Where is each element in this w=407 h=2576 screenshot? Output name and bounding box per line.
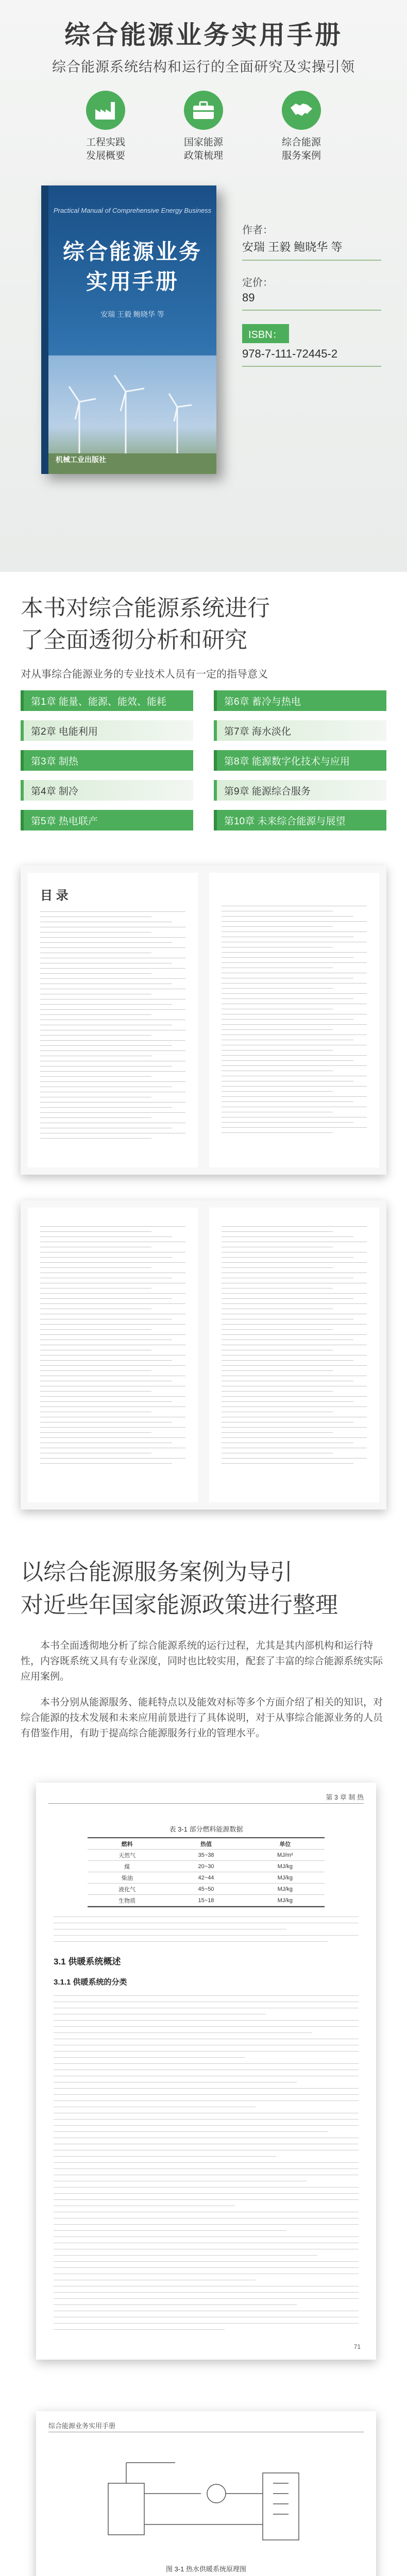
chapter-item: 第5章 热电联产 [21, 810, 193, 831]
page-header: 第 3 章 制 热 [326, 1793, 364, 1801]
book-cover-landscape [48, 355, 216, 474]
price-value: 89 [242, 291, 381, 311]
table-cell: 柴油 [121, 1875, 133, 1882]
section1-note: 对从事综合能源业务的专业技术人员有一定的指导意义 [21, 669, 268, 680]
author-label: 作者： [242, 225, 273, 236]
author-value: 安瑞 王毅 鲍晓华 等 [242, 239, 381, 261]
feature-label: 综合能源 [281, 137, 321, 148]
book-cover [41, 185, 216, 474]
feature-label: 发展概要 [86, 150, 125, 161]
section1-title-line: 本书对综合能源系统进行 [21, 596, 270, 621]
handshake-icon [282, 91, 321, 130]
table-caption: 表 3-1 部分燃料能源数据 [169, 1825, 243, 1833]
toc-spread [21, 866, 386, 1175]
section2-paragraph: 本书全面透彻地分析了综合能源系统的运行过程，尤其是其内部机构和运行特性，内容既系统又具有专业深度，同时也比较实用，配套了丰富的综合能源系统实际应用案例。 [21, 1640, 383, 1682]
table-cell: 15~18 [198, 1897, 214, 1904]
book-title-line: 实用手册 [86, 269, 179, 294]
book-authors: 安瑞 王毅 鲍晓华 等 [100, 310, 164, 318]
chapter-item: 第9章 能源综合服务 [214, 780, 386, 801]
feature-item [67, 91, 144, 178]
table-cell: 液化气 [118, 1886, 136, 1893]
table-row [88, 1861, 325, 1872]
table-cell: 天然气 [118, 1852, 136, 1859]
feature-label: 服务案例 [281, 150, 321, 161]
isbn-value: 978-7-111-72445-2 [242, 347, 381, 367]
table-cell: 生物质 [118, 1897, 136, 1904]
table-cell: MJ/kg [277, 1874, 293, 1881]
chapter-item: 第3章 制热 [21, 750, 193, 771]
data-table [88, 1837, 325, 1907]
table-cell: MJ/kg [277, 1897, 293, 1904]
book-title-line: 综合能源业务 [62, 240, 202, 264]
section1-title-line: 了全面透彻分析和研究 [21, 628, 247, 653]
page-header: 综合能源业务实用手册 [48, 2422, 116, 2430]
toc-page [209, 1208, 379, 1502]
section-heading: 3.1 供暖系统概述 [54, 1957, 121, 1967]
page-number: 71 [353, 2343, 361, 2350]
figure-caption: 图 3-1 热水供暖系统原理图 [165, 2565, 246, 2573]
chapter-item: 第10章 未来综合能源与展望 [214, 810, 386, 831]
table-cell: 35~38 [198, 1852, 214, 1858]
table-cell: MJ/kg [277, 1886, 293, 1892]
chapter-item: 第4章 制冷 [21, 780, 193, 801]
table-cell: MJ/m³ [277, 1852, 293, 1858]
section2-title-line: 对近些年国家能源政策进行整理 [21, 1592, 338, 1618]
subsection-heading: 3.1.1 供暖系统的分类 [54, 1978, 127, 1987]
table-row [88, 1884, 325, 1895]
table-header-cell: 燃料 [121, 1841, 133, 1848]
table-cell: 42~44 [198, 1874, 214, 1881]
section2-paragraph: 本书分别从能源服务、能耗特点以及能效对标等多个方面介绍了相关的知识，对综合能源的技术发展和未来应用前景进行了具体说明，对于从事综合能源业务的人员有借鉴作用，有助于提高综合能源服务行业的管理水平。 [21, 1697, 383, 1739]
toc-page [209, 873, 379, 1167]
hero-title: 综合能源业务实用手册 [64, 21, 343, 49]
chapter-item: 第6章 蓄冷与热电 [214, 690, 386, 711]
isbn-label: ISBN： [242, 324, 289, 343]
page-body [54, 1917, 359, 2335]
sample-page [36, 2411, 376, 2576]
feature-row [67, 91, 340, 178]
section2-title [21, 1556, 392, 1622]
chapter-item: 第2章 电能利用 [21, 720, 193, 741]
table-row [88, 1850, 325, 1861]
toc-heading: 目 录 [40, 889, 69, 903]
feature-item [165, 91, 242, 178]
table-header-cell: 热值 [200, 1841, 212, 1848]
table-cell: 20~30 [198, 1863, 214, 1870]
hero-subtitle: 综合能源系统结构和运行的全面研究及实操引领 [52, 59, 355, 75]
feature-label: 政策梳理 [183, 150, 223, 161]
book-publisher: 机械工业出版社 [56, 455, 106, 464]
system-diagram [98, 2452, 314, 2555]
chapter-item: 第8章 能源数字化技术与应用 [214, 750, 386, 771]
table-cell: 煤 [124, 1863, 130, 1870]
feature-item [263, 91, 340, 178]
chapter-grid [21, 690, 386, 835]
section2-title-line: 以综合能源服务案例为导引 [21, 1560, 293, 1585]
table-header-row [88, 1838, 325, 1850]
feature-label: 工程实践 [86, 137, 125, 148]
toc-page [28, 873, 198, 1167]
sample-page [36, 1783, 376, 2360]
book-info-panel [242, 222, 381, 380]
toc-spread [21, 1200, 386, 1510]
briefcase-icon [184, 91, 223, 130]
price-label: 定价： [242, 277, 273, 289]
book-title [48, 237, 216, 297]
chapter-item: 第1章 能量、能源、能效、能耗 [21, 690, 193, 711]
toc-page [28, 1208, 198, 1502]
table-header-cell: 单位 [279, 1841, 291, 1848]
factory-icon [86, 91, 125, 130]
hero-banner [0, 0, 407, 572]
feature-label: 国家能源 [183, 137, 223, 148]
table-cell: MJ/kg [277, 1863, 293, 1870]
book-english-title: Practical Manual of Comprehensive Energy Business [53, 207, 212, 214]
table-row [88, 1895, 325, 1906]
section1-title [21, 592, 392, 656]
chapter-item: 第7章 海水淡化 [214, 720, 386, 741]
table-row [88, 1872, 325, 1884]
table-cell: 45~50 [198, 1886, 214, 1892]
